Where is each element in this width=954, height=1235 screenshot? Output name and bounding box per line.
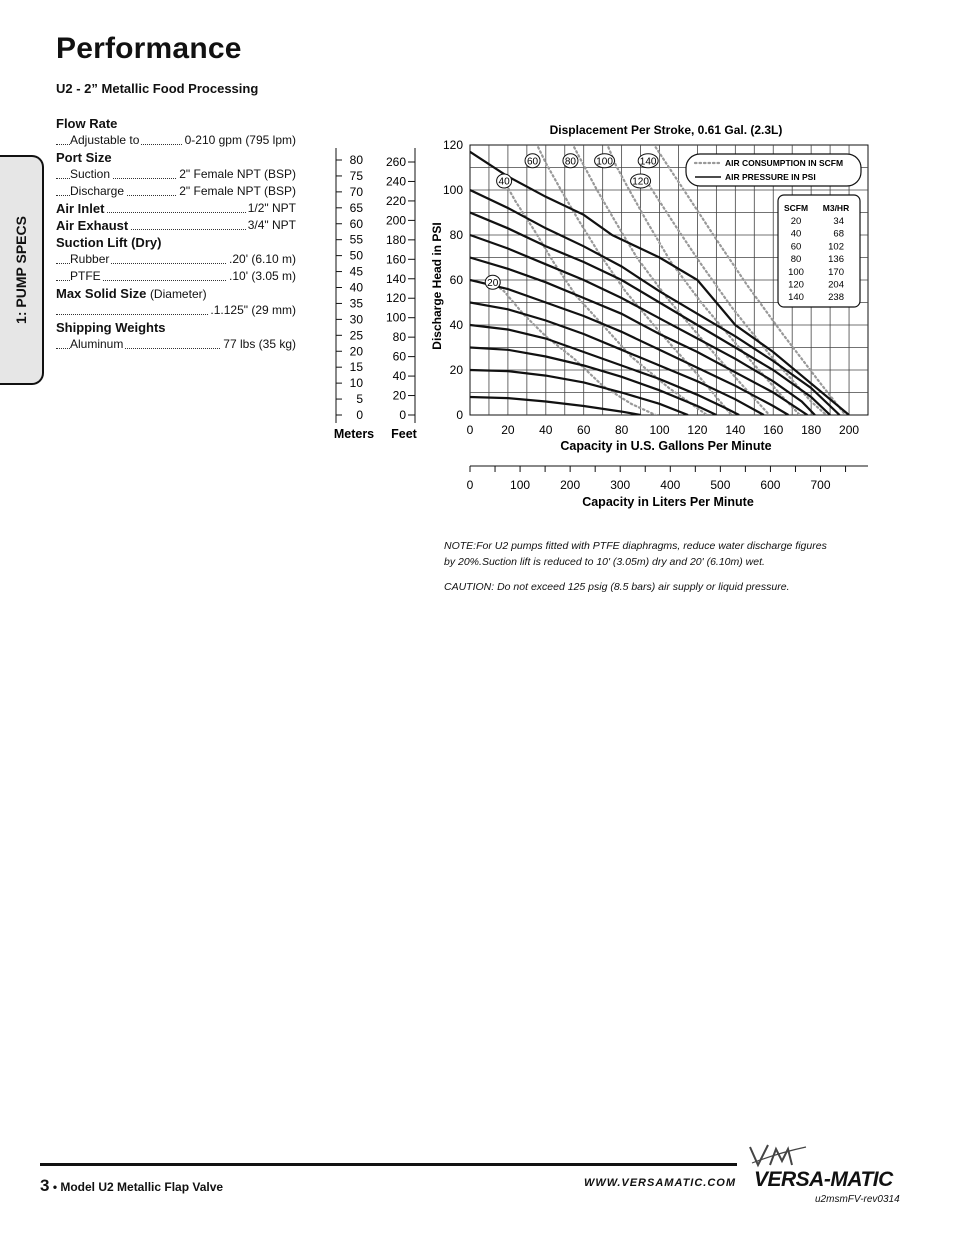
x-axis-label: Capacity in U.S. Gallons Per Minute (560, 439, 772, 453)
feet-tick-label: 60 (392, 349, 406, 364)
suction-lift-heading: Suction Lift (Dry) (56, 235, 162, 250)
feet-tick-label: 180 (385, 232, 406, 247)
y-axis-label: Discharge Head in PSI (430, 222, 444, 350)
conversion-header-m3hr: M3/HR (822, 203, 850, 213)
feet-tick-label: 80 (392, 330, 406, 345)
max-solid-note: (Diameter) (149, 287, 207, 301)
feet-tick-label: 260 (385, 155, 406, 169)
y-tick-label: 60 (449, 273, 463, 287)
max-solid-value: .1.125" (29 mm) (210, 303, 296, 317)
conversion-scfm-value: 20 (790, 216, 802, 227)
air-exhaust-value: 3/4" NPT (247, 218, 296, 232)
liters-tick-label: 200 (560, 478, 581, 492)
max-solid-label: Max Solid Size (56, 286, 147, 301)
consumption-label: 80 (564, 156, 577, 168)
side-tab-label: 1: PUMP SPECS (13, 216, 29, 324)
rubber-value: .20' (6.10 m) (229, 252, 296, 266)
page-subtitle: U2 - 2” Metallic Food Processing (56, 81, 259, 96)
meters-tick-label: 45 (349, 264, 363, 279)
feet-tick-label: 160 (385, 252, 406, 267)
feet-tick-label: 20 (392, 388, 406, 403)
feet-tick-label: 240 (385, 174, 406, 189)
conversion-m3hr-value: 102 (828, 241, 844, 253)
meters-tick-label: 65 (349, 200, 363, 215)
feet-tick-label: 200 (385, 213, 406, 228)
x-tick-label: 100 (649, 423, 670, 437)
liters-tick-label: 600 (760, 478, 781, 492)
flow-rate-value: 0-210 gpm (795 lpm) (184, 133, 296, 147)
port-size-heading: Port Size (56, 150, 112, 165)
meters-tick-label: 0 (356, 408, 363, 422)
conversion-scfm-value: 140 (788, 292, 804, 304)
versamatic-logo: VERSA-MATIC (754, 1168, 893, 1191)
legend-pressure-label: AIR PRESSURE IN PSI (725, 172, 816, 182)
x-tick-label: 200 (839, 423, 860, 437)
legend-consumption-label: AIR CONSUMPTION IN SCFM (725, 158, 844, 168)
x-tick-label: 60 (577, 423, 591, 437)
caution-note: CAUTION: Do not exceed 125 psig (8.5 bars) air supply or liquid pressure. (444, 581, 790, 593)
conversion-m3hr-value: 170 (828, 266, 844, 278)
feet-tick-label: 220 (385, 193, 406, 208)
liters-tick-label: 300 (610, 478, 631, 492)
conversion-m3hr-value: 34 (833, 216, 844, 227)
chart-title: Displacement Per Stroke, 0.61 Gal. (2.3L) (549, 123, 783, 137)
consumption-label: 120 (632, 176, 649, 188)
liters-tick-label: 400 (660, 478, 681, 492)
aluminum-label: Aluminum (70, 337, 124, 351)
pressure-curve (470, 397, 641, 415)
meters-tick-label: 35 (349, 296, 363, 311)
x-tick-label: 40 (539, 423, 553, 437)
ptfe-label: PTFE (70, 269, 101, 283)
conversion-m3hr-value: 238 (828, 292, 844, 304)
meters-tick-label: 75 (349, 168, 363, 183)
y-tick-label: 20 (449, 363, 463, 377)
meters-tick-label: 50 (349, 248, 363, 263)
liters-tick-label: 500 (710, 478, 731, 492)
meters-tick-label: 55 (349, 232, 363, 247)
flow-rate-heading: Flow Rate (56, 116, 118, 131)
suction-label: Suction (70, 167, 111, 181)
note-line-1: NOTE:For U2 pumps fitted with PTFE diaphragms, reduce water discharge figures (444, 540, 827, 552)
x-tick-label: 80 (614, 423, 629, 437)
liters-tick-label: 0 (466, 478, 474, 492)
y-tick-label: 100 (442, 183, 463, 197)
discharge-value: 2" Female NPT (BSP) (179, 184, 296, 198)
x-tick-label: 180 (801, 423, 822, 437)
meters-label: Meters (333, 427, 375, 441)
meters-tick-label: 20 (349, 344, 363, 359)
suction-value: 2" Female NPT (BSP) (179, 167, 296, 181)
conversion-scfm-value: 40 (790, 228, 802, 240)
ptfe-value: .10' (3.05 m) (229, 269, 296, 283)
y-tick-label: 80 (449, 228, 463, 242)
aluminum-value: 77 lbs (35 kg) (223, 337, 296, 351)
feet-tick-label: 120 (385, 291, 406, 306)
x-tick-label: 0 (466, 423, 474, 437)
air-inlet-value: 1/2" NPT (247, 201, 296, 215)
air-exhaust-heading: Air Exhaust (56, 218, 129, 233)
meters-tick-label: 40 (349, 280, 363, 295)
page-title: Performance (56, 32, 242, 65)
liters-axis-label: Capacity in Liters Per Minute (582, 495, 754, 509)
pressure-curve (470, 348, 716, 416)
x-tick-label: 140 (725, 423, 746, 437)
feet-label: Feet (391, 427, 417, 441)
conversion-m3hr-value: 68 (833, 228, 844, 240)
consumption-label: 140 (639, 156, 657, 168)
conversion-m3hr-value: 136 (828, 254, 844, 266)
footer-rule (40, 1163, 737, 1166)
feet-tick-label: 100 (385, 310, 406, 325)
conversion-scfm-value: 120 (788, 279, 804, 291)
conversion-scfm-value: 60 (790, 241, 802, 253)
meters-tick-label: 80 (349, 153, 363, 167)
consumption-label: 60 (526, 156, 539, 168)
consumption-label: 20 (487, 277, 499, 289)
note-line-2: by 20%.Suction lift is reduced to 10' (3.05m) dry and 20' (6.10m) wet. (444, 556, 765, 568)
liters-tick-label: 700 (810, 478, 831, 492)
vm-script-logo-icon (748, 1143, 808, 1169)
meters-tick-label: 15 (349, 360, 363, 375)
footer-url[interactable]: WWW.VERSAMATIC.COM (584, 1177, 737, 1189)
page-number: 3 (40, 1176, 50, 1195)
meters-tick-label: 5 (356, 392, 363, 407)
feet-tick-label: 140 (385, 271, 406, 286)
revision-code: u2msmFV-rev0314 (815, 1194, 900, 1205)
x-tick-label: 20 (501, 423, 515, 437)
meters-tick-label: 30 (349, 312, 363, 327)
footer-page (40, 1176, 223, 1196)
conversion-scfm-value: 100 (788, 266, 804, 278)
conversion-header-scfm: SCFM (783, 203, 809, 213)
y-tick-label: 120 (442, 138, 463, 152)
x-tick-label: 120 (687, 423, 708, 437)
meters-tick-label: 10 (349, 376, 363, 391)
conversion-m3hr-value: 204 (828, 279, 844, 291)
flow-rate-label: Adjustable to (70, 133, 140, 147)
meters-tick-label: 70 (349, 184, 363, 199)
x-tick-label: 160 (763, 423, 784, 437)
feet-tick-label: 40 (392, 369, 406, 384)
consumption-label: 40 (498, 176, 510, 188)
feet-tick-label: 0 (399, 408, 406, 422)
meters-tick-label: 60 (349, 216, 363, 231)
footer-model: • Model U2 Metallic Flap Valve (52, 1180, 224, 1194)
liters-tick-label: 100 (510, 478, 531, 492)
rubber-label: Rubber (70, 252, 110, 266)
shipping-heading: Shipping Weights (56, 320, 166, 335)
pressure-curve (470, 258, 807, 416)
conversion-scfm-value: 80 (790, 254, 802, 266)
y-tick-label: 0 (456, 408, 463, 422)
meters-tick-label: 25 (349, 328, 363, 343)
y-tick-label: 40 (449, 318, 463, 332)
discharge-label: Discharge (70, 184, 125, 198)
air-inlet-heading: Air Inlet (56, 201, 105, 216)
consumption-label: 100 (596, 156, 613, 168)
